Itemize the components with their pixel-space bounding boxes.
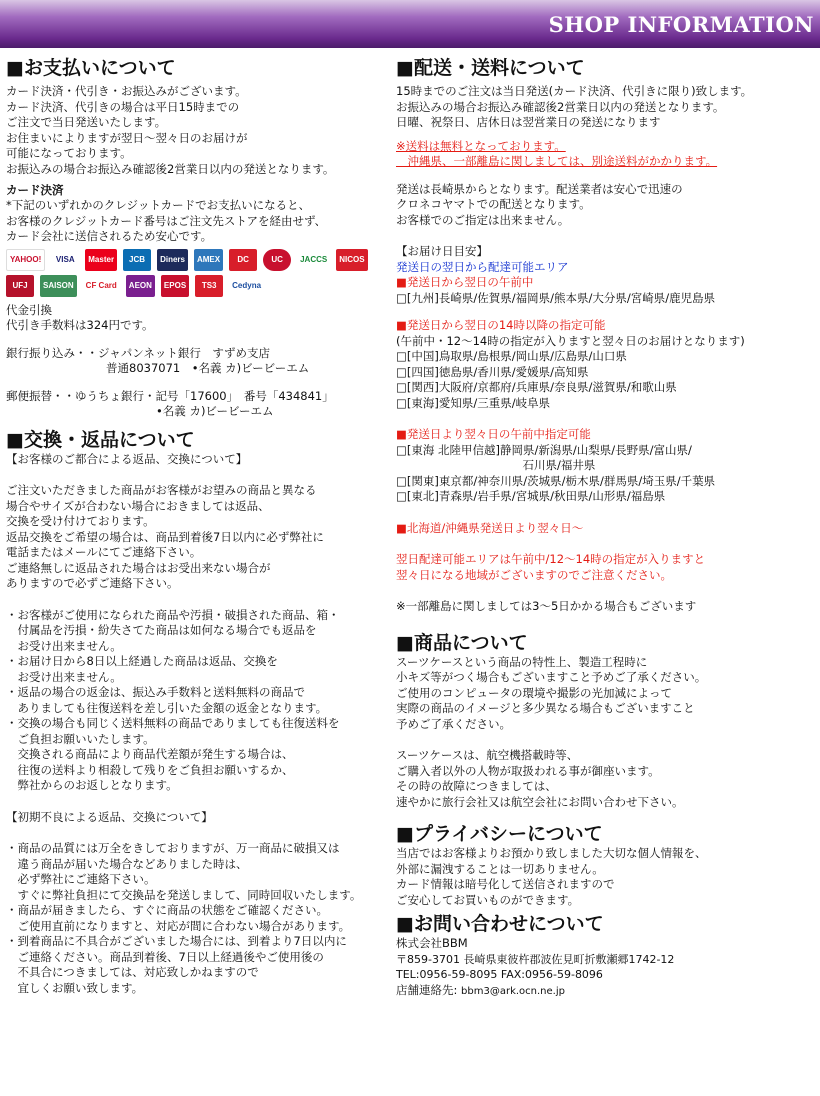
text-line: スーツケースは、航空機搭載時等、 [396, 748, 579, 762]
text-line: ご購入者以外の人物が取扱われる事が御座います。 [396, 763, 660, 778]
shipping-carrier [396, 182, 816, 229]
returns-sub2: 【初期不良による返品、交換について】 [6, 809, 213, 824]
email-link[interactable]: bbm3@ark.ocn.ne.jp [461, 985, 565, 997]
group2-title: ■発送日から翌日の14時以降の指定可能 [396, 318, 606, 332]
cedyna-logo: Cedyna [229, 275, 264, 297]
text-line: 交換を受け付けております。 [6, 514, 155, 528]
postal-line-2: •名義 カ)ビービーエム [156, 404, 274, 418]
text-line: 場合やサイズが合わない場合におきましては返品、 [6, 498, 270, 513]
text-line: ありますので必ずご連絡下さい。 [6, 576, 179, 590]
warning-line: 翌日配達可能エリアは午前中/12～14時の指定が入りますと [396, 552, 706, 566]
ts3-logo: TS3 [195, 275, 223, 297]
group4-title: ■北海道/沖縄県発送日より翌々日～ [396, 520, 584, 535]
text-line: ・到着商品に不具合がございました場合には、到着より7日以内に [6, 934, 347, 948]
text-line: ・返品の場合の返金は、振込み手数料と送料無料の商品で [6, 685, 305, 699]
returns-bullets1 [6, 608, 394, 794]
company-name: 株式会社BBM [396, 936, 468, 950]
text-line: 発送は長崎県からとなります。配送業者は安心で迅速の [396, 181, 683, 196]
text-line: 可能になっております。 [6, 146, 132, 160]
jaccs-logo: JACCS [297, 249, 330, 271]
returns-bullets2 [6, 841, 394, 996]
privacy-text [396, 846, 816, 908]
text-line: 必ず弊社にご連絡下さい。 [6, 872, 156, 886]
text-line: 返品交換をご希望の場合は、商品到着後7日以内に必ず弊社に [6, 529, 324, 544]
warning-line: 翌々日になる地域がございますのでご注意ください。 [396, 567, 672, 582]
right-column [396, 56, 816, 999]
text-line: お受け出来ません。 [6, 669, 122, 684]
card-heading: カード決済 [6, 183, 64, 197]
text-line: 15時までのご注文は当日発送(カード決済、代引きに限り)致します。 [396, 84, 753, 98]
text-line: ご連絡無しに返品された場合はお受出来ない場合が [6, 560, 271, 575]
text-line: 小キズ等がつく場合もございますこと予めご了承ください。 [396, 670, 707, 684]
text-line: ・お届け日から8日以上経過した商品は返品、交換を [6, 654, 278, 668]
nicos-logo: NICOS [336, 249, 367, 271]
shipping-note-2: 沖縄県、一部離島に関しましては、別途送料がかかります。 [396, 154, 718, 168]
product-heading: ■商品について [396, 631, 528, 654]
text-line: ご使用のコンピュータの環境や撮影の光加減によって [396, 685, 672, 700]
text-line: ・交換の場合も同じく送料無料の商品でありましても往復送料を [6, 716, 340, 730]
text-line: 予めご了承ください。 [396, 716, 511, 731]
text-line: 当店ではお客様よりお預かり致しました大切な個人情報を、 [396, 846, 707, 860]
group3-line: □[東海 北陸甲信越]静岡県/新潟県/山梨県/長野県/富山県/ [396, 442, 692, 457]
group3-line: □[関東]東京都/神奈川県/茨城県/栃木県/群馬県/埼玉県/千葉県 [396, 473, 716, 488]
text-line: カード情報は暗号化して送信されますので [396, 877, 615, 891]
text-line: クロネコヤマトでの配送となります。 [396, 197, 591, 211]
text-line: お振込みの場合お振込み確認後2営業日以内の発送となります。 [396, 99, 725, 114]
bank-line-2: 普通8037071 •名義 カ)ビービーエム [106, 361, 310, 375]
text-line: ・商品の品質には万全をきしておりますが、万一商品に破損又は [6, 841, 340, 855]
text-line: お振込みの場合お振込み確認後2営業日以内の発送となります。 [6, 161, 335, 176]
text-line: お客様のクレジットカード番号はご注文先ストアを経由せず、 [6, 213, 327, 228]
aeon-logo: AEON [126, 275, 155, 297]
product-para1 [396, 655, 816, 733]
card-text [6, 198, 394, 245]
text-line: お受け出来ません。 [6, 638, 122, 653]
text-line: ご注文で当日発送いたします。 [6, 115, 167, 129]
group3-title: ■発送日より翌々日の午前中指定可能 [396, 427, 591, 441]
text-line: その時の故障につきましては、 [396, 779, 557, 793]
text-line: 日曜、祝祭日、店休日は翌営業日の発送になります [396, 115, 661, 129]
group2-line: □[関西]大阪府/京都府/兵庫県/奈良県/滋賀県/和歌山県 [396, 380, 677, 394]
text-line: 宜しくお願い致します。 [6, 980, 144, 995]
text-line: 交換される商品により商品代差額が発生する場合は、 [6, 747, 294, 761]
group2-line: □[中国]鳥取県/島根県/岡山県/広島県/山口県 [396, 349, 627, 363]
text-line: 不具合につきましては、対応致しかねますので [6, 965, 259, 979]
uc-logo: UC [263, 249, 291, 271]
mastercard-logo: Master [85, 249, 117, 271]
text-line: 速やかに旅行会社又は航空会社にお問い合わせ下さい。 [396, 794, 684, 809]
group1-title: ■発送日から翌日の午前中 [396, 275, 534, 289]
text-line: 往復の送料より相殺して残りをご負担お願いするか、 [6, 762, 294, 777]
text-line: *下記のいずれかのクレジットカードでお支払いになると、 [6, 198, 311, 212]
company-address: 〒859-3701 長崎県東彼杵郡波佐見町折敷瀬郷1742-12 [396, 952, 675, 966]
shipping-note-1: ※送料は無料となっております。 [396, 138, 566, 153]
text-line: ありましても往復送料を差し引いた金額の返金となります。 [6, 700, 328, 715]
group3-line: □[東北]青森県/岩手県/宮城県/秋田県/山形県/福島県 [396, 489, 666, 503]
shipping-heading: ■配送・送料について [396, 57, 585, 79]
group3-line: 石川県/福井県 [396, 458, 596, 472]
privacy-heading: ■プライバシーについて [396, 823, 603, 845]
cod-heading: 代金引換 [6, 302, 52, 317]
page-title: SHOP INFORMATION [548, 12, 814, 37]
ufj-logo: UFJ [6, 275, 34, 297]
shipping-intro [396, 84, 816, 131]
returns-sub1: 【お客様のご都合による返品、交換について】 [6, 451, 248, 466]
eta-blue-label: 発送日の翌日から配達可能エリア [396, 259, 569, 274]
cod-text: 代引き手数料は324円です。 [6, 318, 154, 332]
product-para2 [396, 748, 816, 810]
text-line: ご連絡ください。商品到着後、7日以上経過後やご使用後の [6, 949, 324, 964]
returns-heading: ■交換・返品について [6, 428, 195, 451]
header-banner [0, 0, 820, 48]
company-phone: TEL:0956-59-8095 FAX:0956-59-8096 [396, 968, 603, 981]
text-line: お客様でのご指定は出来ません。 [396, 212, 570, 227]
text-line: ご負担お願いいたします。 [6, 731, 155, 746]
diners-logo: Diners [157, 249, 188, 271]
islands-note: ※一部離島に関しましては3～5日かかる場合もございます [396, 599, 697, 613]
payment-intro [6, 84, 394, 177]
yahoo-logo: YAHOO! [6, 249, 45, 271]
text-line: カード決済・代引き・お振込みがございます。 [6, 84, 247, 98]
saison-logo: SAISON [40, 275, 77, 297]
text-line: 外部に漏洩することは一切ありません。 [396, 861, 604, 876]
text-line: ご安心してお買いものができます。 [396, 892, 580, 907]
text-line: お住まいによりますが翌日～翌々日のお届けが [6, 130, 248, 145]
group2-line: (午前中・12～14時の指定が入りますと翌々日のお届けとなります) [396, 333, 745, 348]
text-line: ご注文いただきました商品がお客様がお望みの商品と異なる [6, 483, 317, 497]
payment-heading: ■お支払いについて [6, 57, 176, 79]
text-line: 付属品を汚損・紛失さてた商品は如何なる場合でも返品を [6, 623, 317, 637]
text-line: スーツケースという商品の特性上、製造工程時に [396, 654, 648, 669]
text-line: カード決済、代引きの場合は平日15時までの [6, 99, 240, 114]
eta-heading: 【お届け日目安】 [396, 244, 488, 258]
text-line: 弊社からのお返しとなります。 [6, 778, 178, 792]
jcb-logo: JCB [123, 249, 151, 271]
text-line: カード会社に送信されるため安心です。 [6, 229, 213, 243]
text-line: ご使用直前になりますと、対応が間に合わない場合があります。 [6, 918, 351, 933]
card-logos [6, 249, 386, 297]
cfcard-logo: CF Card [83, 275, 120, 297]
visa-logo: VISA [51, 249, 79, 271]
amex-logo: AMEX [194, 249, 223, 271]
bank-line-1: 銀行振り込み・・ジャパンネット銀行 すずめ支店 [6, 345, 271, 360]
left-column [6, 56, 394, 996]
text-line: ・お客様がご使用になられた商品や汚損・破損された商品、箱・ [6, 607, 340, 622]
group2-line: □[四国]徳島県/香川県/愛媛県/高知県 [396, 364, 589, 379]
contact-email-row [396, 983, 816, 1000]
group2-line: □[東海]愛知県/三重県/岐阜県 [396, 395, 551, 410]
text-line: ・商品が届きましたら、すぐに商品の状態をご確認ください。 [6, 903, 328, 917]
text-line: 実際の商品のイメージと多少異なる場合もございますこと [396, 701, 695, 715]
contact-heading: ■お問い合わせについて [396, 913, 604, 935]
email-label: 店舗連絡先: [396, 982, 458, 997]
epos-logo: EPOS [161, 275, 189, 297]
dc-logo: DC [229, 249, 257, 271]
text-line: 違う商品が届いた場合などありました時は、 [6, 856, 248, 871]
text-line: すぐに弊社負担にて交換品を発送しまして、同時回収いたします。 [6, 887, 362, 902]
returns-para1 [6, 483, 394, 592]
text-line: 電話またはメールにてご連絡下さい。 [6, 545, 202, 559]
group1-line: □[九州]長崎県/佐賀県/福岡県/熊本県/大分県/宮崎県/鹿児島県 [396, 290, 716, 305]
postal-line-1: 郵便振替・・ゆうちょ銀行・記号「17600」 番号「434841」 [6, 388, 334, 403]
